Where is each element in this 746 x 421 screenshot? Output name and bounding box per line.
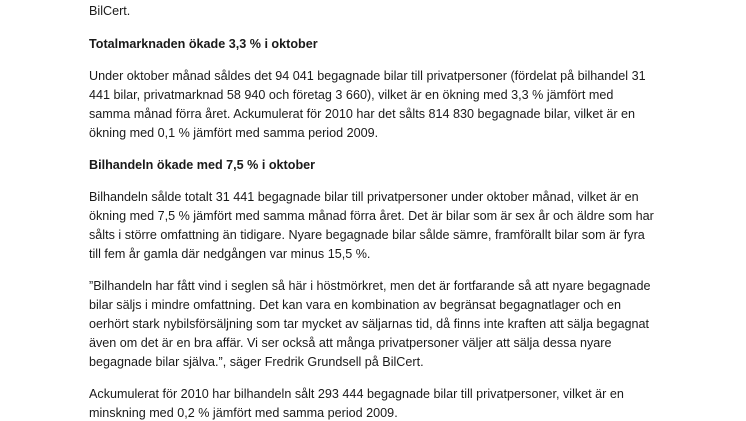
- section1-heading: Totalmarknaden ökade 3,3 % i oktober: [89, 37, 318, 51]
- quote-line: även om det är en bra affär. Vi ser också att många privatpersoner väljer att sälja dessa nyare: [89, 336, 612, 350]
- section1-line: ökning med 0,1 % jämfört med samma period 2009.: [89, 126, 379, 140]
- section2-para3-line: Ackumulerat för 2010 har bilhandeln sålt 293 444 begagnade bilar till privatpersoner, vilket är en: [89, 387, 624, 401]
- quote-line: begagnade bilar själva.”, säger Fredrik Grundsell på BilCert.: [89, 355, 424, 369]
- section2-heading: Bilhandeln ökade med 7,5 % i oktober: [89, 158, 316, 172]
- section2-para1-line: sålts i större omfattning än tidigare. Nyare begagnade bilar sålde sämre, framförallt bilar som är fyra: [89, 228, 645, 242]
- section1-line: samma månad förra året. Ackumulerat för 2010 har det sålts 814 830 begagnade bilar, vilket är en: [89, 107, 636, 121]
- quote-line: oerhört stark nybilsförsäljning som tar mycket av säljarnas tid, då finns inte kraften att sälja begagnat: [89, 317, 649, 331]
- section2-para1-line: Bilhandeln sålde totalt 31 441 begagnade bilar till privatpersoner under oktober månad, vilket är en: [89, 190, 639, 204]
- section2-para3-line: minskning med 0,2 % jämfört med samma period 2009.: [89, 406, 398, 420]
- quote-line: ”Bilhandeln har fått vind i seglen så här i höstmörkret, men det är fortfarande så att nyare begagnade: [89, 279, 651, 293]
- section1-line: 441 bilar, privatmarknad 58 940 och företag 3 660), vilket är en ökning med 3,3 % jämfört med: [89, 88, 614, 102]
- section2-para1-line: till fem år gamla där nedgången var minus 15,5 %.: [89, 247, 371, 261]
- intro-tail-text: BilCert.: [89, 4, 131, 18]
- section1-line: Under oktober månad såldes det 94 041 begagnade bilar till privatpersoner (fördelat på bilhandel 31: [89, 69, 646, 83]
- section2-para1-line: ökning med 7,5 % jämfört med samma månad förra året. Det är bilar som är sex år och äldre som har: [89, 209, 654, 223]
- quote-line: bilar säljs i mindre omfattning. Det kan vara en kombination av begränsat begagnatlager och en: [89, 298, 622, 312]
